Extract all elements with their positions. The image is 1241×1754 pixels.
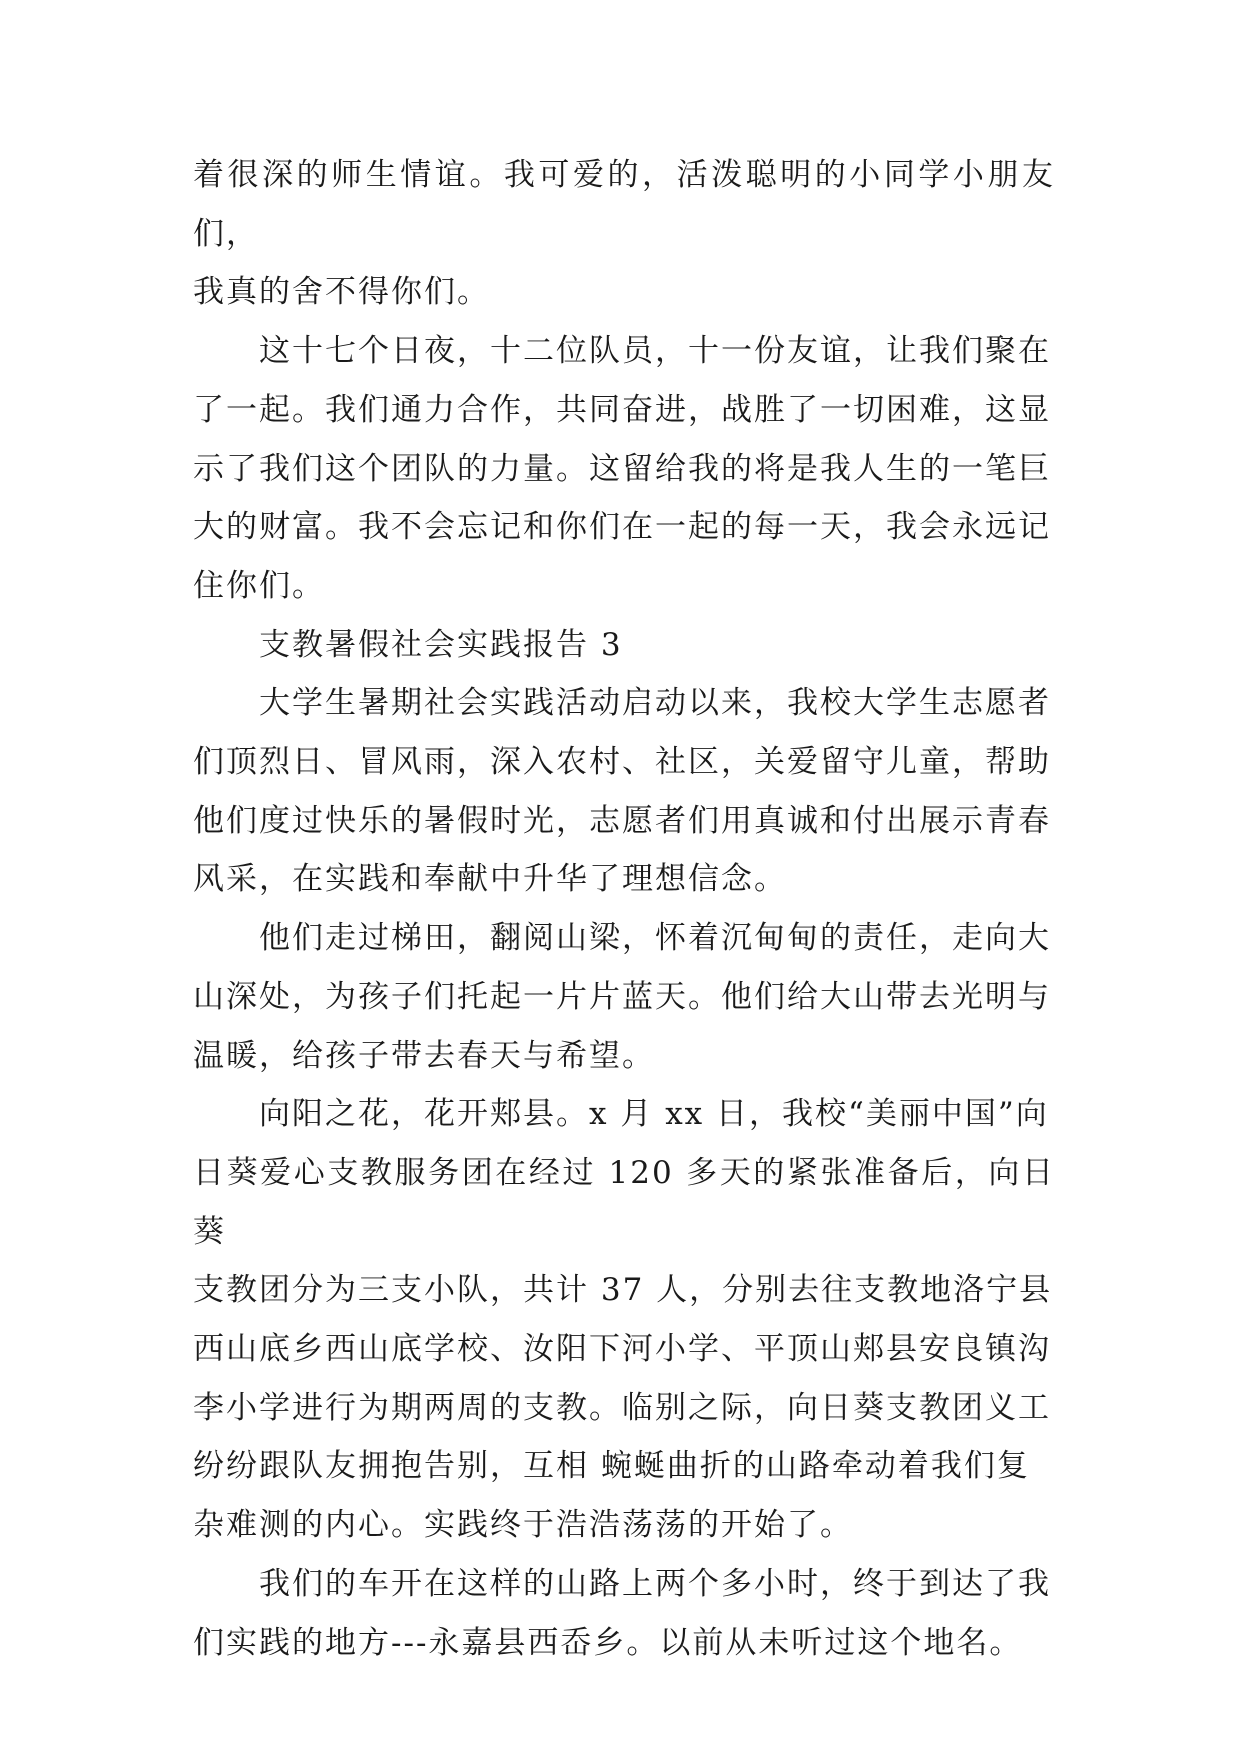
paragraph-sunflower-team: 向阳之花，花开郏县。x 月 xx 日，我校“美丽中国”向 日葵爱心支教服务团在经过 120 多天的紧张准备后，向日葵 支教团分为三支小队，共计 37 人，分别去往支教地洛宁县 西山底乡西山底学校、汝阳下河小学、平顶山郏县安良镇沟 李小学进行为期两周的支教。临别之际，向日葵支教团义工 纷纷跟队友拥抱告别，互相 蜿蜒曲折的山路牵动着我们复 杂难测的内心。实践终于浩浩荡荡的开始了。 <box>193 1096 1055 1544</box>
document-body <box>193 146 1055 1672</box>
paragraph-arrival: 我们的车开在这样的山路上两个多小时，终于到达了我 们实践的地方---永嘉县西岙乡。以前从未听过这个地名。 <box>193 1565 1051 1661</box>
paragraph-continuation: 着很深的师生情谊。我可爱的，活泼聪明的小同学小朋友们， 我真的舍不得你们。 <box>193 157 1055 311</box>
paragraph-mountains: 他们走过梯田，翻阅山梁，怀着沉甸甸的责任，走向大 山深处，为孩子们托起一片片蓝天。他们给大山带去光明与 温暖，给孩子带去春天与希望。 <box>193 920 1051 1074</box>
section-heading: 支教暑假社会实践报告 3 <box>259 626 623 663</box>
paragraph-team-friendship: 这十七个日夜，十二位队员，十一份友谊，让我们聚在 了一起。我们通力合作，共同奋进，战胜了一切困难，这显 示了我们这个团队的力量。这留给我的将是我人生的一笔巨 大的财富。我不会忘记和你们在一起的每一天，我会永远记 住你们。 <box>193 333 1051 604</box>
paragraph-summer-practice: 大学生暑期社会实践活动启动以来，我校大学生志愿者 们顶烈日、冒风雨，深入农村、社区，关爱留守儿童，帮助 他们度过快乐的暑假时光，志愿者们用真诚和付出展示青春 风采，在实践和奉献中升华了理想信念。 <box>193 685 1051 898</box>
